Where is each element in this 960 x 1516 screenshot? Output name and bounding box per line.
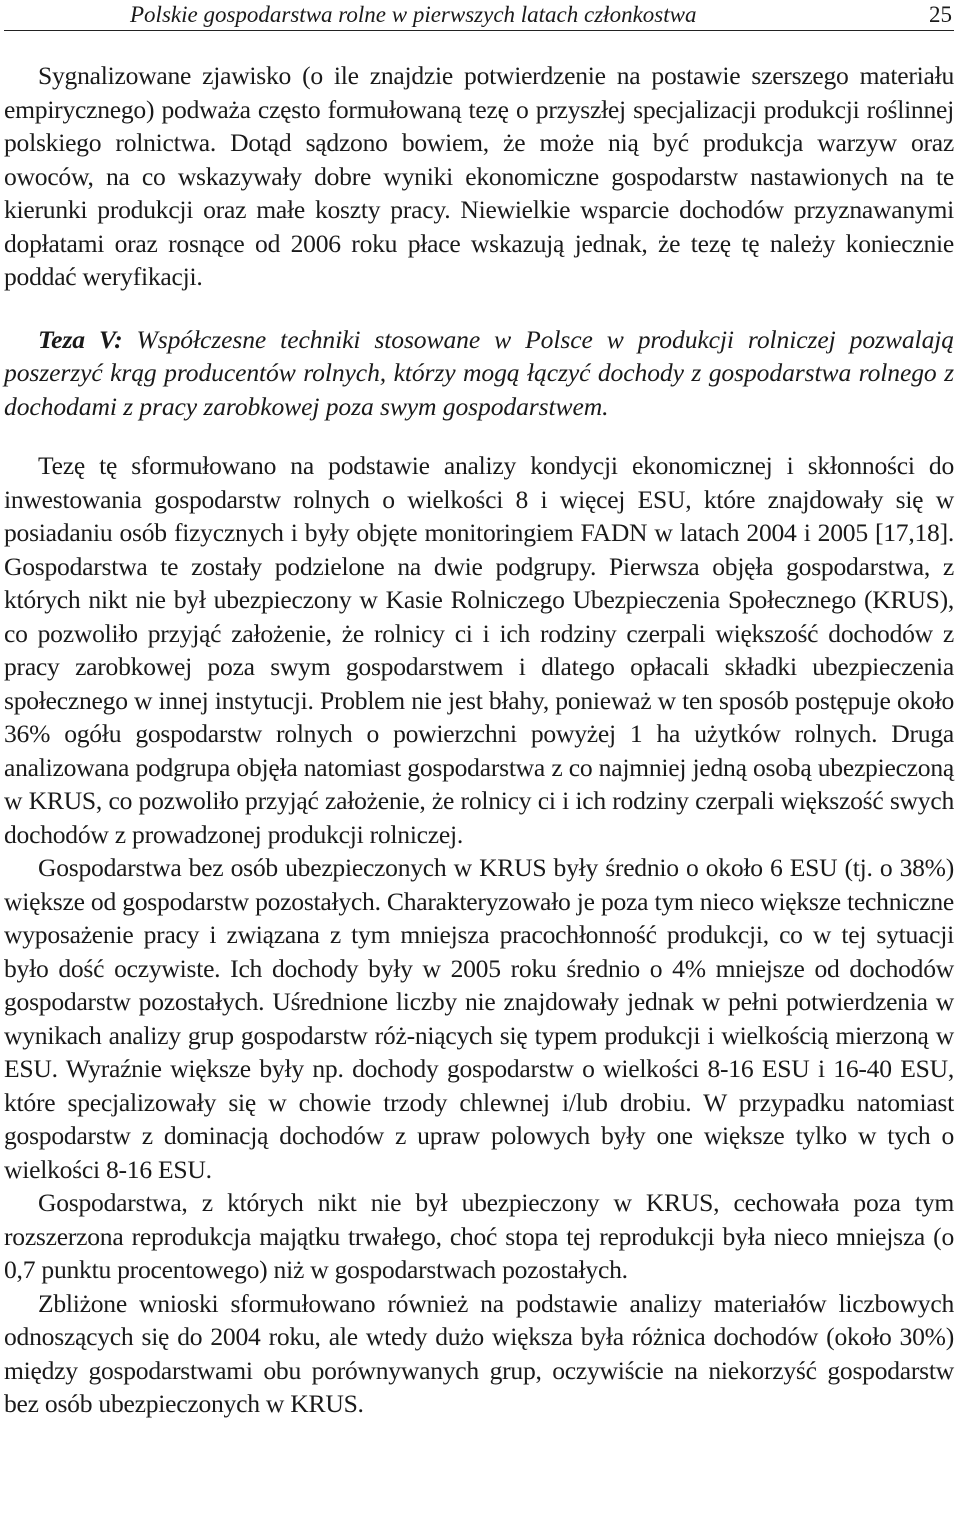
- paragraph-reproduction: Gospodarstwa, z których nikt nie był ubezpieczony w KRUS, cechowała poza tym rozszerzona reprodukcja majątku trwałego, choć stopa tej reprodukcji była nieco mniejsza (o 0,7 punktu procentowego) niż w gospodarstwach pozostałych.: [4, 1188, 954, 1284]
- thesis-label: Teza V:: [38, 324, 123, 354]
- running-header: [4, 0, 954, 31]
- paragraph-2004-conclusions: Zbliżone wnioski sformułowano również na podstawie analizy materiałów liczbowych odnoszących się do 2004 roku, ale wtedy dużo większa była różnica dochodów (około 30%) między gospodarstwami obu porównywanych grup, oczywiście na niekorzyść gospodarstw bez osób ubezpieczonych w KRUS.: [4, 1288, 954, 1418]
- thesis-text: Współczesne techniki stosowane w Polsce w produkcji rolniczej pozwalają poszerzyć krąg producentów rolnych, którzy mogą łączyć dochody z gospodarstwa rolnego z dochodami z pracy zarobkowej poza swym gospodarstwem.: [4, 324, 954, 421]
- paragraph-specialization: Sygnalizowane zjawisko (o ile znajdzie potwierdzenie na postawie szerszego materiału empirycznego) podważa często formułowaną tezę o przyszłej specjalizacji produkcji roślinnej polskiego rolnictwa. Dotąd sądzono bowiem, że może nią być produkcja warzyw oraz owoców, na co wskazywały dobre wyniki ekonomiczne gospodarstw nastawionych na te kierunki produkcji oraz małe koszty pracy. Niewielkie wsparcie dochodów przyznawanymi dopłatami oraz rosnące od 2006 roku płace wskazują jednak, że tezę tę należy koniecznie poddać weryfikacji.: [4, 61, 954, 291]
- thesis-v: [4, 323, 954, 424]
- running-header-title: Polskie gospodarstwa rolne w pierwszych latach członkostwa: [130, 2, 697, 27]
- paragraph-farm-comparison: Gospodarstwa bez osób ubezpieczonych w KRUS były średnio o około 6 ESU (tj. o 38%) większe od gospodarstw pozostałych. Charakteryzowało je poza tym nieco większe techniczne wyposażenie pracy i związana z tym mniejsza pracochłonność produkcji, co w tej sytuacji było dość oczywiste. Ich dochody były w 2005 roku średnio o 4% mniejsze od dochodów gospodarstw pozostałych. Uśrednione liczby nie znajdowały jednak w pełni potwierdzenia w wynikach analizy grup gospodarstw róż-niących się typem produkcji i wielkością mierzoną w ESU. Wyraźnie większe były np. dochody gospodarstw o wielkości 8-16 ESU i 16-40 ESU, które specjalizowały się w chowie trzody chlewnej i/lub drobiu. W przypadku natomiast gospodarstw z dominacją dochodów z upraw polowych były one większe tylko w tych o wielkości 8-16 ESU.: [4, 853, 954, 1184]
- paragraph-methodology: Tezę tę sformułowano na podstawie analizy kondycji ekonomicznej i skłonności do inwestowania gospodarstw rolnych o wielkości 8 i więcej ESU, które znajdowały się w posiadaniu osób fizycznych i były objęte monitoringiem FADN w latach 2004 i 2005 [17,18]. Gospodarstwa te zostały podzielone na dwie podgrupy. Pierwsza objęła gospodarstwa, z których nikt nie był ubezpieczony w Kasie Rolniczego Ubezpieczenia Społecznego (KRUS), co pozwoliło przyjąć założenie, że rolnicy ci i ich rodziny czerpali większość dochodów z pracy zarobkowej poza swym gospodarstwem i dlatego opłacali składki ubezpieczenia społecznego w innej instytucji. Problem nie jest błahy, ponieważ w ten sposób postępuje około 36% ogółu gospodarstw rolnych o powierzchni powyżej 1 ha użytków rolnych. Druga analizowana podgrupa objęła natomiast gospodarstwa z co najmniej jedną osobą ubezpieczoną w KRUS, co pozwoliło przyjąć założenie, że rolnicy ci i ich rodziny czerpali większość swych dochodów z prowadzonej produkcji rolniczej.: [4, 451, 954, 849]
- body-text: [4, 59, 954, 1421]
- page-number: 25: [929, 2, 952, 27]
